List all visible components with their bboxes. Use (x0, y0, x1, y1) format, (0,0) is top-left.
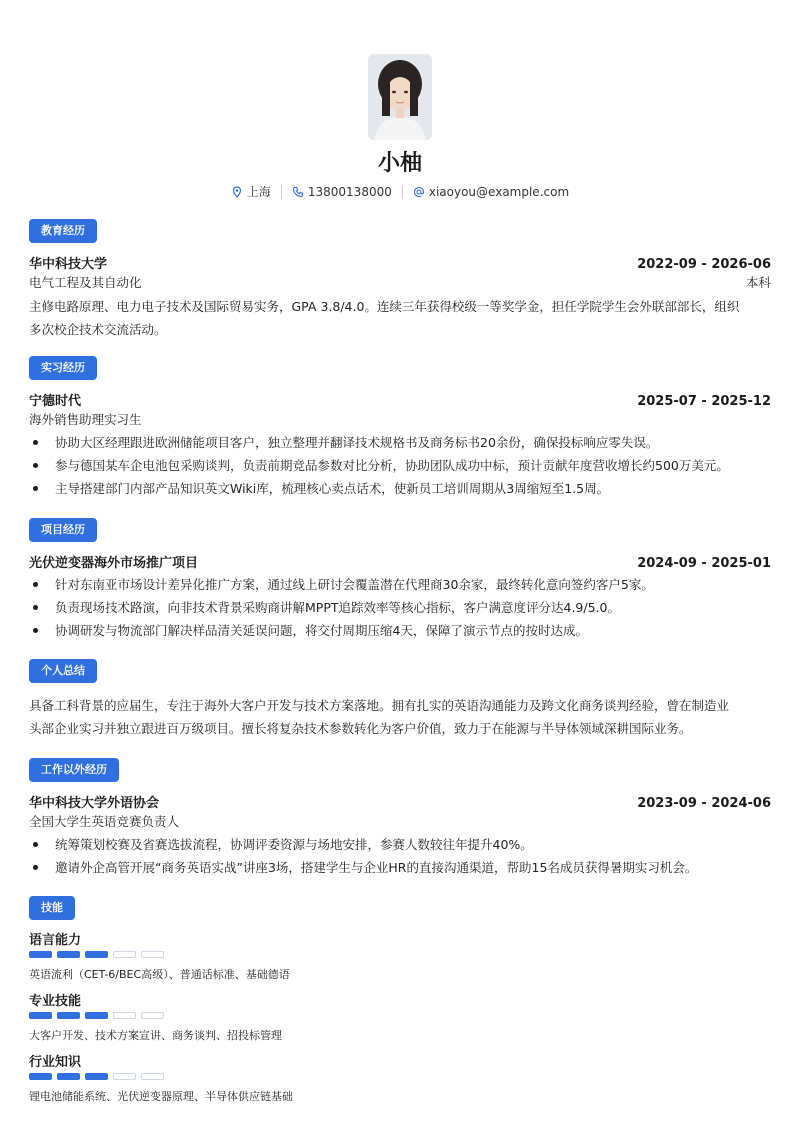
summary-line: 头部企业实习并独立跟进百万级项目。擅长将复杂技术参数转化为客户价值，致力于在能源与半导体领域深耕国际业务。 (29, 721, 692, 736)
bullet-icon (33, 842, 38, 847)
skill-title: 专业技能 (29, 994, 82, 1009)
location-text: 上海 (246, 185, 271, 199)
bullet-text: 邀请外企高管开展“商务英语实战”讲座3场，搭建学生与企业HR的直接沟通渠道，帮助15名成员获得暑期实习机会。 (55, 860, 698, 875)
school-name: 华中科技大学 (29, 257, 108, 272)
skill-item (29, 1051, 771, 1104)
list-item (29, 856, 771, 879)
skill-level-empty (141, 1073, 164, 1080)
project-name: 光伏逆变器海外市场推广项目 (29, 556, 199, 571)
skill-level-empty (113, 1012, 136, 1019)
bullet-icon (33, 865, 38, 870)
skill-level-filled (29, 1012, 52, 1019)
skill-description: 锂电池储能系统、光伏逆变器原理、半导体供应链基础 (29, 1090, 293, 1103)
skill-item (29, 929, 771, 990)
skill-level-filled (29, 951, 52, 958)
list-item (29, 477, 771, 500)
email-text[interactable]: xiaoyou@example.com (428, 184, 570, 199)
bullet-text: 主导搭建部门内部产品知识英文Wiki库，梳理核心卖点话术，使新员工培训周期从3周缩短至1.5周。 (55, 481, 610, 496)
bullet-text: 统筹策划校赛及省赛选拔流程，协调评委资源与场地安排，参赛人数较往年提升40%。 (55, 837, 533, 852)
bullet-list (29, 431, 771, 500)
degree: 本科 (745, 275, 771, 290)
company-name: 宁德时代 (29, 394, 82, 409)
date-range: 2022-09 - 2026-06 (637, 257, 771, 272)
skill-level-empty (141, 951, 164, 958)
skill-level-filled (57, 951, 80, 958)
bullet-icon (33, 582, 38, 587)
phone-text[interactable]: 13800138000 (307, 184, 392, 199)
skill-level-empty (141, 1012, 164, 1019)
summary-section (29, 659, 771, 740)
skill-level-bar (29, 1073, 771, 1081)
contact-phone (282, 185, 402, 199)
contact-location (221, 183, 281, 200)
contact-bar (0, 183, 800, 200)
portrait-image (368, 54, 432, 140)
skill-level-filled (57, 1012, 80, 1019)
bullet-icon (33, 605, 38, 610)
section-heading: 教育经历 (29, 219, 97, 243)
skill-level-filled (85, 1073, 108, 1080)
list-item (29, 833, 771, 856)
internship-section (29, 356, 771, 500)
bullet-list (29, 573, 771, 642)
skill-level-bar (29, 951, 771, 959)
skills-section (29, 896, 771, 1104)
skill-description: 英语流利（CET-6/BEC高级）、普通话标准、基础德语 (29, 968, 290, 981)
bullet-icon (33, 440, 38, 445)
organization-role: 全国大学生英语竞赛负责人 (29, 814, 180, 829)
bullet-text: 参与德国某车企电池包采购谈判，负责前期竞品参数对比分析，协助团队成功中标，预计贡献年度营收增长约500万美元。 (55, 458, 729, 473)
skill-title: 行业知识 (29, 1055, 82, 1070)
bullet-text: 协调研发与物流部门解决样品清关延误问题，将交付周期压缩4天，保障了演示节点的按时达成。 (55, 623, 588, 638)
skill-level-filled (85, 1012, 108, 1019)
skill-description: 大客户开发、技术方案宣讲、商务谈判、招投标管理 (29, 1029, 282, 1042)
bullet-text: 针对东南亚市场设计差异化推广方案，通过线上研讨会覆盖潜在代理商30余家，最终转化意向签约客户5家。 (55, 577, 654, 592)
section-heading: 个人总结 (29, 659, 97, 683)
section-heading: 工作以外经历 (29, 758, 119, 782)
list-item (29, 619, 771, 642)
at-sign-icon (413, 186, 425, 198)
skill-title: 语言能力 (29, 933, 82, 948)
section-heading: 技能 (29, 896, 75, 920)
skill-level-empty (113, 1073, 136, 1080)
skills-list (29, 929, 771, 1104)
list-item (29, 573, 771, 596)
extracurricular-section (29, 758, 771, 879)
organization-name: 华中科技大学外语协会 (29, 796, 160, 811)
skill-level-filled (57, 1073, 80, 1080)
bullet-text: 协助大区经理跟进欧洲储能项目客户，独立整理并翻译技术规格书及商务标书20余份，确保投标响应零失误。 (55, 435, 659, 450)
bullet-list (29, 833, 771, 879)
bullet-icon (33, 628, 38, 633)
skill-level-bar (29, 1012, 771, 1020)
list-item (29, 431, 771, 454)
candidate-name: 小柚 (377, 151, 422, 176)
bullet-icon (33, 486, 38, 491)
project-section (29, 518, 771, 642)
description-line: 主修电路原理、电力电子技术及国际贸易实务，GPA 3.8/4.0。连续三年获得校级一等奖学金，担任学院学生会外联部部长，组织 (29, 299, 740, 314)
contact-email (403, 185, 579, 199)
skill-item (29, 990, 771, 1051)
summary-text (29, 694, 771, 740)
phone-icon (292, 186, 304, 198)
summary-line: 具备工科背景的应届生，专注于海外大客户开发与技术方案落地。拥有扎实的英语沟通能力及跨文化商务谈判经验，曾在制造业 (29, 698, 730, 713)
date-range: 2024-09 - 2025-01 (637, 556, 771, 571)
section-heading: 项目经历 (29, 518, 97, 542)
date-range: 2025-07 - 2025-12 (637, 394, 771, 409)
profile-photo (368, 54, 432, 140)
list-item (29, 454, 771, 477)
bullet-icon (33, 463, 38, 468)
skill-level-empty (113, 951, 136, 958)
description-line: 多次校企技术交流活动。 (29, 322, 167, 337)
list-item (29, 596, 771, 619)
major: 电气工程及其自动化 (29, 275, 142, 290)
skill-level-filled (85, 951, 108, 958)
bullet-text: 负责现场技术路演，向非技术背景采购商讲解MPPT追踪效率等核心指标，客户满意度评分达4.9/5.0。 (55, 600, 620, 615)
date-range: 2023-09 - 2024-06 (637, 796, 771, 811)
education-description (29, 295, 771, 341)
education-section (29, 219, 771, 341)
section-heading: 实习经历 (29, 356, 97, 380)
skill-level-filled (29, 1073, 52, 1080)
location-pin-icon (231, 186, 243, 198)
job-role: 海外销售助理实习生 (29, 412, 142, 427)
